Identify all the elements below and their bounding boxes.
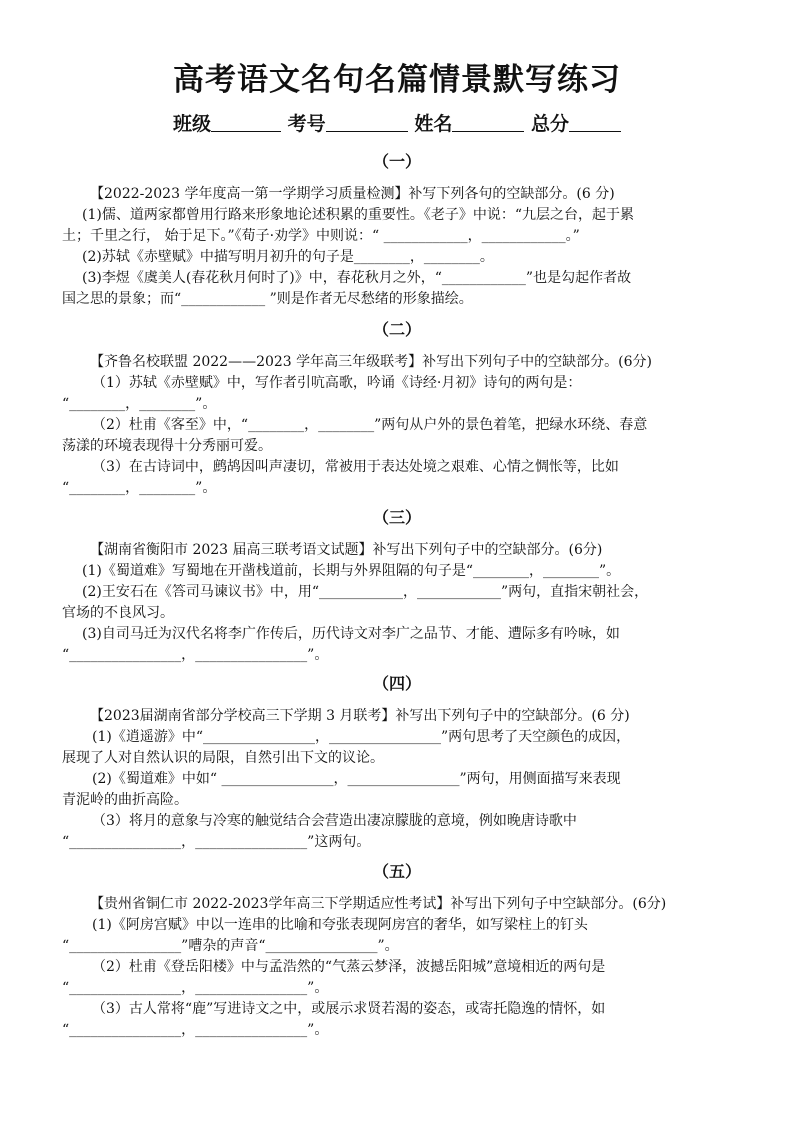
section-5-line: “________________，________________”。 xyxy=(62,980,329,996)
section-2-line: （3）在古诗词中，鹧鸪因叫声凄切，常被用于表达处境之艰难、心情之惆怅等，比如 xyxy=(92,459,619,475)
section-5-line: “________________，________________”。 xyxy=(62,1022,329,1038)
section-3-heading: （三） xyxy=(372,508,421,527)
section-4 xyxy=(62,706,734,853)
section-2-line: 【齐鲁名校联盟 2022——2023 学年高三年级联考】补写出下列句子中的空缺部分。(6分) xyxy=(90,354,652,370)
student-info-row xyxy=(0,110,794,138)
exam-no-label: 考号 xyxy=(287,113,326,135)
section-3-line: 【湖南省衡阳市 2023 届高三联考语文试题】补写出下列句子中的空缺部分。(6分) xyxy=(90,542,603,558)
section-3-line: 官场的不良风习。 xyxy=(62,605,174,621)
class-label: 班级 xyxy=(173,113,212,135)
section-4-line: 青泥岭的曲折高险。 xyxy=(62,792,188,808)
name-blank xyxy=(452,111,524,132)
section-1-line: (3)李煜《虞美人(春花秋月何时了)》中，春花秋月之外，“____________”也是勾起作者故 xyxy=(82,270,632,286)
section-2-line: “________，________”。 xyxy=(62,396,217,412)
section-1-line: (1)儒、道两家都曾用行路来形象地论述积累的重要性。《老子》中说：“九层之台，起于累 xyxy=(82,207,634,223)
section-2-line: 荡漾的环境表现得十分秀丽可爱。 xyxy=(62,438,272,454)
section-4-heading: （四） xyxy=(372,674,421,693)
section-5-line: （3）古人常将“鹿”写进诗文之中，或展示求贤若渴的姿态，或寄托隐逸的情怀，如 xyxy=(92,1001,606,1017)
section-1-line: 国之思的景象；而“____________ ”则是作者无尽愁绪的形象描绘。 xyxy=(62,291,473,307)
section-2 xyxy=(62,352,734,499)
class-blank xyxy=(211,111,281,132)
section-3-line: (3)自司马迁为汉代名将李广作传后，历代诗文对李广之品节、才能、遭际多有吟咏，如 xyxy=(82,626,620,642)
section-4-line: (2)《蜀道难》中如“ ________________，________________”两句，用侧面描写来表现 xyxy=(92,771,621,787)
section-1-line: 土；千里之行， 始于足下。”《荀子·劝学》中则说：“ ____________，____________。” xyxy=(62,228,580,244)
section-3 xyxy=(62,540,734,666)
section-4-line: 展现了人对自然认识的局限，自然引出下文的议论。 xyxy=(62,750,384,766)
section-5 xyxy=(62,894,734,1041)
section-4-line: “________________，________________”这两句。 xyxy=(62,834,371,850)
name-label: 姓名 xyxy=(414,113,453,135)
section-4-line: （3）将月的意象与冷寒的触觉结合会营造出凄凉朦胧的意境，例如晚唐诗歌中 xyxy=(92,813,577,829)
section-1-heading: （一） xyxy=(372,152,421,171)
section-5-line: （2）杜甫《登岳阳楼》中与孟浩然的“气蒸云梦泽，波撼岳阳城”意境相近的两句是 xyxy=(92,959,606,975)
section-4-line: 【2023届湖南省部分学校高三下学期 3 月联考】补写出下列句子中的空缺部分。(6 分) xyxy=(90,708,630,724)
section-1 xyxy=(62,184,734,310)
section-4-line: (1)《逍遥游》中“________________，________________”两句思考了天空颜色的成因， xyxy=(92,729,631,745)
section-1-line: 【2022-2023 学年度高一第一学期学习质量检测】补写下列各句的空缺部分。(6 分) xyxy=(90,186,615,202)
section-2-line: （2）杜甫《客至》中，“________，________”两句从户外的景色着笔，把绿水环绕、春意 xyxy=(92,417,648,433)
section-2-heading: （二） xyxy=(372,320,421,339)
section-3-line: (1)《蜀道难》写蜀地在开凿栈道前，长期与外界阻隔的句子是“________，________”。 xyxy=(82,563,621,579)
section-3-line: (2)王安石在《答司马谏议书》中，用“____________，____________”两句，直指宋朝社会， xyxy=(82,584,649,600)
section-5-line: 【贵州省铜仁市 2022-2023学年高三下学期适应性考试】补写出下列句子中空缺部分。(6分) xyxy=(90,896,667,912)
page-title: 高考语文名句名篇情景默写练习 xyxy=(173,62,621,98)
section-3-line: “________________，________________”。 xyxy=(62,647,329,663)
section-2-line: “________，________”。 xyxy=(62,480,217,496)
section-5-line: (1)《阿房宫赋》中以一连串的比喻和夸张表现阿房宫的奢华，如写梁柱上的钉头 xyxy=(92,917,588,933)
score-blank xyxy=(569,111,621,132)
score-label: 总分 xyxy=(530,113,569,135)
section-5-line: “________________”嘈杂的声音“________________”。 xyxy=(62,938,399,954)
section-1-line: (2)苏轼《赤壁赋》中描写明月初升的句子是________，________。 xyxy=(82,249,494,265)
section-5-heading: （五） xyxy=(372,862,421,881)
exam-no-blank xyxy=(326,111,408,132)
section-2-line: （1）苏轼《赤壁赋》中，写作者引吭高歌，吟诵《诗经·月初》诗句的两句是： xyxy=(92,375,582,391)
